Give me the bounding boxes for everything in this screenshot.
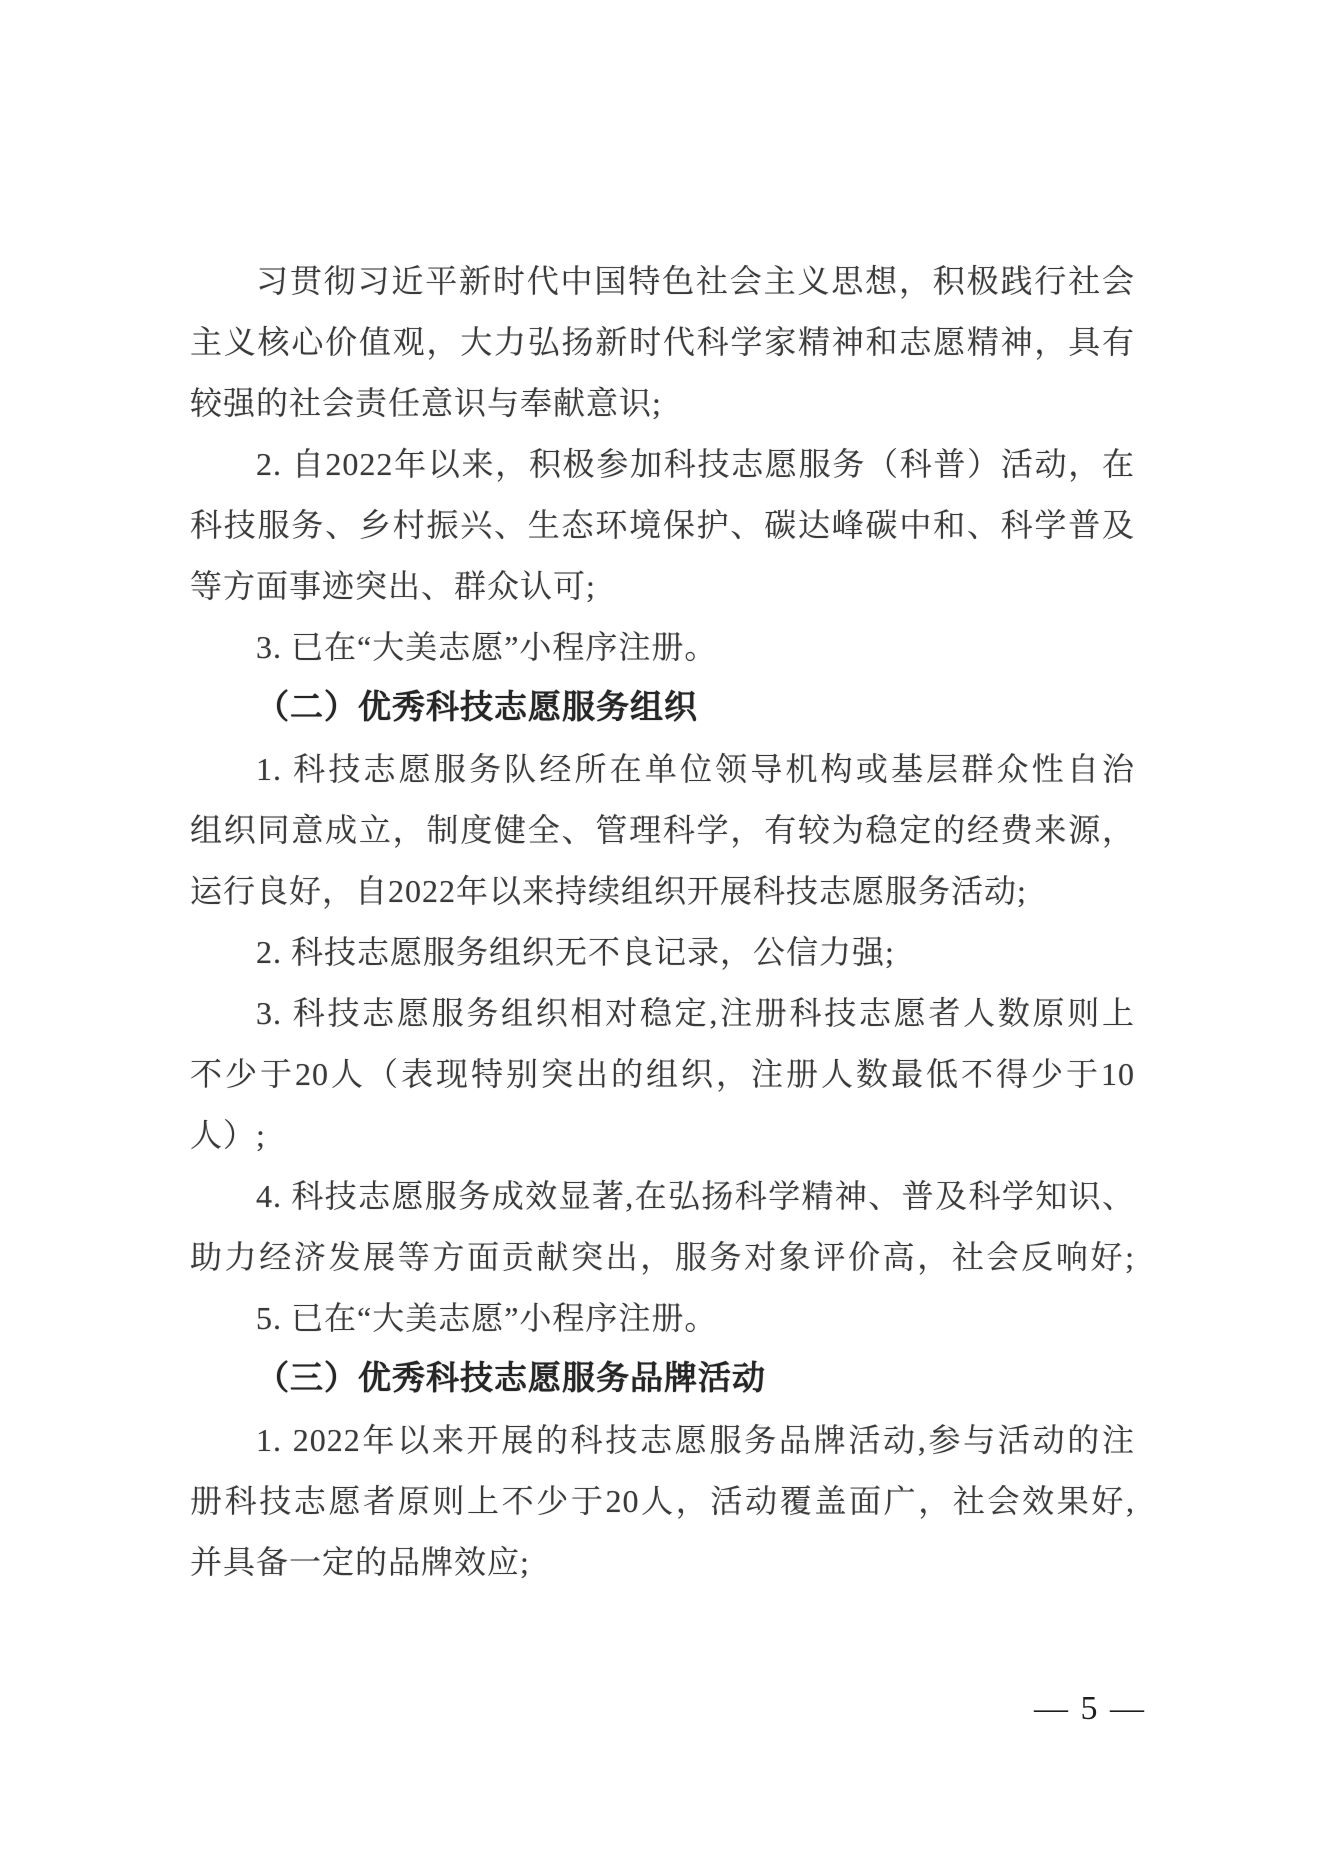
section-heading: （三）优秀科技志愿服务品牌活动 — [256, 1361, 766, 1397]
text-line: 等方面事迹突出、群众认可; — [190, 568, 596, 604]
text-block — [190, 251, 1135, 1593]
page-number: — 5 — — [1034, 1690, 1146, 1727]
text-line: 运行良好，自2022年以来持续组织开展科技志愿服务活动; — [190, 873, 1027, 909]
text-line: 人）; — [190, 1117, 266, 1153]
text-line: 5. 已在“大美志愿”小程序注册。 — [256, 1300, 718, 1336]
text-line: 1. 科技志愿服务队经所在单位领导机构或基层群众性自治 — [256, 751, 1135, 787]
text-line: 助力经济发展等方面贡献突出，服务对象评价高，社会反响好; — [190, 1239, 1135, 1275]
text-line: 4. 科技志愿服务成效显著,在弘扬科学精神、普及科学知识、 — [256, 1178, 1135, 1214]
text-line: 2. 科技志愿服务组织无不良记录，公信力强; — [256, 934, 895, 970]
text-line: 3. 科技志愿服务组织相对稳定,注册科技志愿者人数原则上 — [256, 995, 1135, 1031]
text-line: 册科技志愿者原则上不少于20人，活动覆盖面广，社会效果好, — [190, 1483, 1135, 1519]
text-line: 不少于20人（表现特别突出的组织，注册人数最低不得少于10 — [190, 1056, 1135, 1092]
text-line: 2. 自2022年以来，积极参加科技志愿服务（科普）活动，在 — [256, 446, 1135, 482]
text-line: 并具备一定的品牌效应; — [190, 1544, 530, 1580]
text-line: 3. 已在“大美志愿”小程序注册。 — [256, 629, 718, 665]
text-line: 较强的社会责任意识与奉献意识; — [190, 385, 662, 421]
text-line: 科技服务、乡村振兴、生态环境保护、碳达峰碳中和、科学普及 — [190, 507, 1135, 543]
text-line: 主义核心价值观，大力弘扬新时代科学家精神和志愿精神，具有 — [190, 324, 1135, 360]
text-line: 习贯彻习近平新时代中国特色社会主义思想，积极践行社会 — [256, 263, 1135, 299]
text-line: 1. 2022年以来开展的科技志愿服务品牌活动,参与活动的注 — [256, 1422, 1135, 1458]
text-line: 组织同意成立，制度健全、管理科学，有较为稳定的经费来源， — [190, 812, 1135, 848]
section-heading: （二）优秀科技志愿服务组织 — [256, 690, 698, 726]
